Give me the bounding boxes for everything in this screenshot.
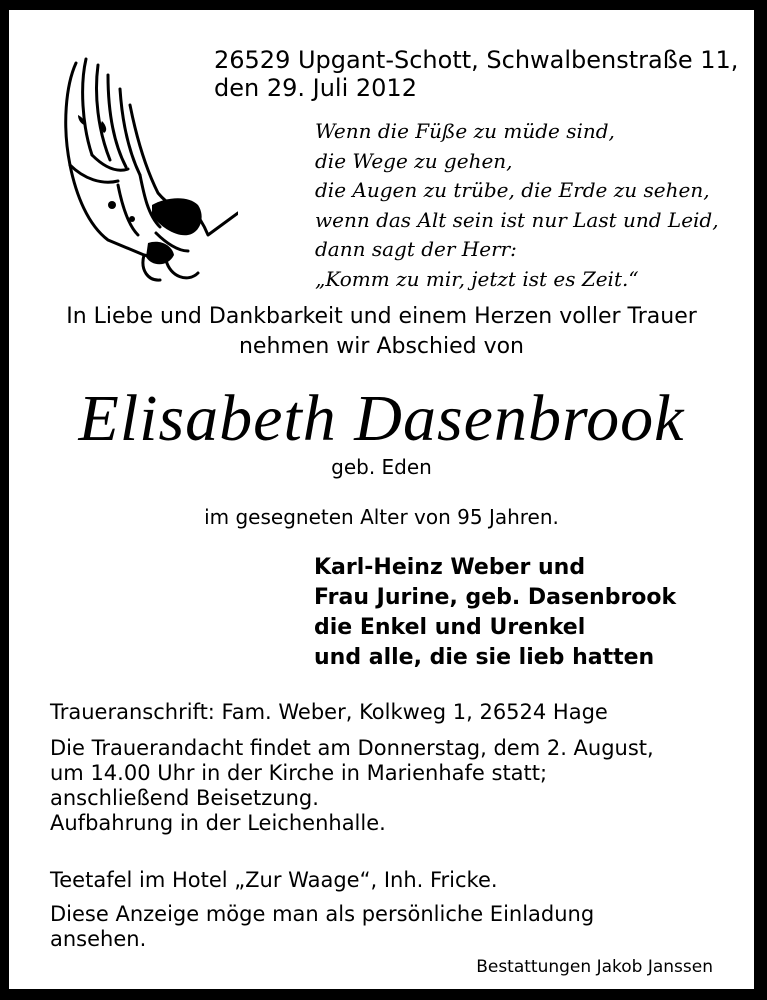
poem-line: die Wege zu gehen, — [315, 148, 513, 173]
mourner-line: Karl-Heinz Weber und — [314, 555, 586, 580]
poem-line: die Augen zu trübe, die Erde zu sehen, — [315, 178, 710, 202]
intro-text — [9, 302, 754, 362]
invitation-note — [50, 902, 594, 952]
mourner-line: Frau Jurine, geb. Dasenbrook — [314, 585, 677, 610]
header-date: den 29. Juli 2012 — [214, 74, 417, 102]
service-line: Die Trauerandacht findet am Donnerstag, dem 2. August, — [50, 736, 654, 760]
invitation-line: Diese Anzeige möge man als persönliche Einladung — [50, 902, 595, 926]
mourner-line: und alle, die sie lieb hatten — [314, 645, 655, 670]
header-address: 26529 Upgant-Schott, Schwalbenstraße 11, — [214, 46, 739, 74]
intro-line: In Liebe und Dankbarkeit und einem Herzen voller Trauer — [66, 304, 697, 329]
poem-line: wenn das Alt sein ist nur Last und Leid, — [315, 207, 719, 232]
poem-line: Wenn die Füße zu müde sind, — [315, 119, 615, 143]
service-line: Aufbahrung in der Leichenhalle. — [50, 811, 386, 835]
service-line: um 14.00 Uhr in der Kirche in Marienhafe statt; — [50, 761, 548, 785]
service-line: anschließend Beisetzung. — [50, 786, 319, 810]
mourners-list — [314, 553, 676, 673]
mourning-address: Traueranschrift: Fam. Weber, Kolkweg 1, 26524 Hage — [50, 700, 608, 724]
maiden-name: geb. Eden — [331, 455, 432, 479]
service-details — [50, 736, 654, 836]
undertaker-credit: Bestattungen Jakob Janssen — [476, 957, 713, 977]
deceased-name: Elisabeth Dasenbrook — [78, 382, 685, 455]
invitation-line: ansehen. — [50, 927, 147, 951]
tea-reception: Teetafel im Hotel „Zur Waage“, Inh. Fricke. — [50, 868, 498, 892]
praying-hands-icon — [48, 55, 238, 285]
poem — [315, 117, 719, 294]
intro-line: nehmen wir Abschied von — [238, 334, 524, 359]
poem-line: dann sagt der Herr: — [315, 237, 517, 261]
obituary-card — [9, 10, 754, 989]
poem-line: „Komm zu mir, jetzt ist es Zeit.“ — [315, 266, 639, 291]
age-line: im gesegneten Alter von 95 Jahren. — [204, 505, 559, 529]
mourner-line: die Enkel und Urenkel — [314, 615, 586, 640]
